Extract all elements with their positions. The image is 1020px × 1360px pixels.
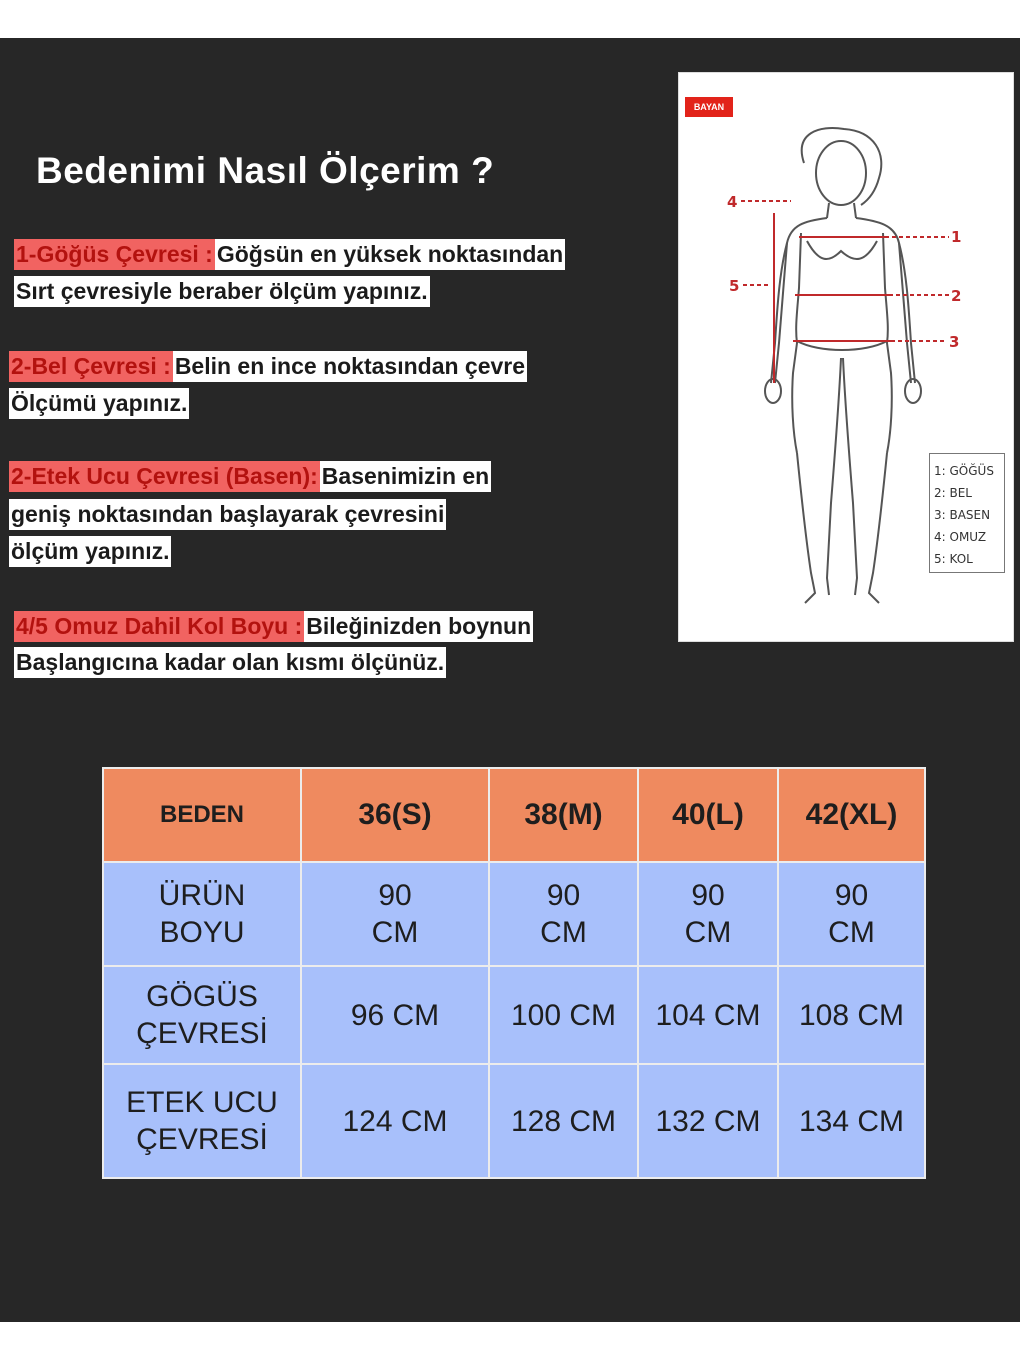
table-cell: 108 CM xyxy=(778,966,925,1064)
instruction-chest-line-2 xyxy=(14,276,430,307)
instruction-arm-line-2 xyxy=(14,647,446,678)
legend-item: 3: BASEN xyxy=(934,508,991,522)
chest-text: Göğsün en yüksek noktasından xyxy=(215,239,565,270)
marker-4: 4 xyxy=(727,193,738,211)
chest-text-2: Sırt çevresiyle beraber ölçüm yapınız. xyxy=(14,276,430,307)
size-chart-table xyxy=(102,767,926,1179)
table-cell: 90 CM xyxy=(301,862,489,966)
table-row xyxy=(103,1064,925,1178)
table-cell: 128 CM xyxy=(489,1064,638,1178)
instruction-waist-line-2 xyxy=(9,388,189,419)
table-cell: 96 CM xyxy=(301,966,489,1064)
legend-item: 2: BEL xyxy=(934,486,972,500)
measurement-legend xyxy=(929,453,1005,573)
instruction-hip-line-3 xyxy=(9,536,171,567)
instruction-hip-line-2 xyxy=(9,499,446,530)
marker-2: 2 xyxy=(951,287,962,305)
waist-text: Belin en ince noktasından çevre xyxy=(173,351,527,382)
hip-text-2: geniş noktasından başlayarak çevresini xyxy=(9,499,446,530)
waist-label: 2-Bel Çevresi : xyxy=(9,351,173,382)
table-header-row xyxy=(103,768,925,862)
arm-label: 4/5 Omuz Dahil Kol Boyu : xyxy=(14,611,304,642)
marker-1: 1 xyxy=(951,228,962,246)
row-label: GÖGÜS ÇEVRESİ xyxy=(103,966,301,1064)
table-cell: 100 CM xyxy=(489,966,638,1064)
body-measurement-figure xyxy=(678,72,1014,642)
row-label: ÜRÜN BOYU xyxy=(103,862,301,966)
gender-badge: BAYAN xyxy=(685,97,733,117)
arm-text-2: Başlangıcına kadar olan kısmı ölçünüz. xyxy=(14,647,446,678)
table-cell: 90 CM xyxy=(778,862,925,966)
hip-text: Basenimizin en xyxy=(320,461,491,492)
header-cell: BEDEN xyxy=(103,768,301,862)
header-cell: 36(S) xyxy=(301,768,489,862)
hip-label: 2-Etek Ucu Çevresi (Basen): xyxy=(9,461,320,492)
table-cell: 134 CM xyxy=(778,1064,925,1178)
page-title: Bedenimi Nasıl Ölçerim ? xyxy=(36,150,495,191)
header-cell: 38(M) xyxy=(489,768,638,862)
arm-text: Bileğinizden boynun xyxy=(304,611,533,642)
header-cell: 42(XL) xyxy=(778,768,925,862)
instruction-arm-line-1 xyxy=(14,611,533,642)
table-cell: 90 CM xyxy=(489,862,638,966)
table-row xyxy=(103,966,925,1064)
row-label: ETEK UCU ÇEVRESİ xyxy=(103,1064,301,1178)
instruction-waist-line-1 xyxy=(9,351,527,382)
legend-item: 1: GÖĞÜS xyxy=(934,464,994,478)
table-cell: 132 CM xyxy=(638,1064,778,1178)
waist-text-2: Ölçümü yapınız. xyxy=(9,388,189,419)
header-cell: 40(L) xyxy=(638,768,778,862)
legend-item: 4: OMUZ xyxy=(934,530,987,544)
chest-label: 1-Göğüs Çevresi : xyxy=(14,239,215,270)
marker-3: 3 xyxy=(949,333,960,351)
instruction-chest-line-1 xyxy=(14,239,565,270)
legend-item: 5: KOL xyxy=(934,552,973,566)
table-cell: 104 CM xyxy=(638,966,778,1064)
table-row xyxy=(103,862,925,966)
table-cell: 90 CM xyxy=(638,862,778,966)
instruction-hip-line-1 xyxy=(9,461,491,492)
table-cell: 124 CM xyxy=(301,1064,489,1178)
hip-text-3: ölçüm yapınız. xyxy=(9,536,171,567)
marker-5: 5 xyxy=(729,277,740,295)
